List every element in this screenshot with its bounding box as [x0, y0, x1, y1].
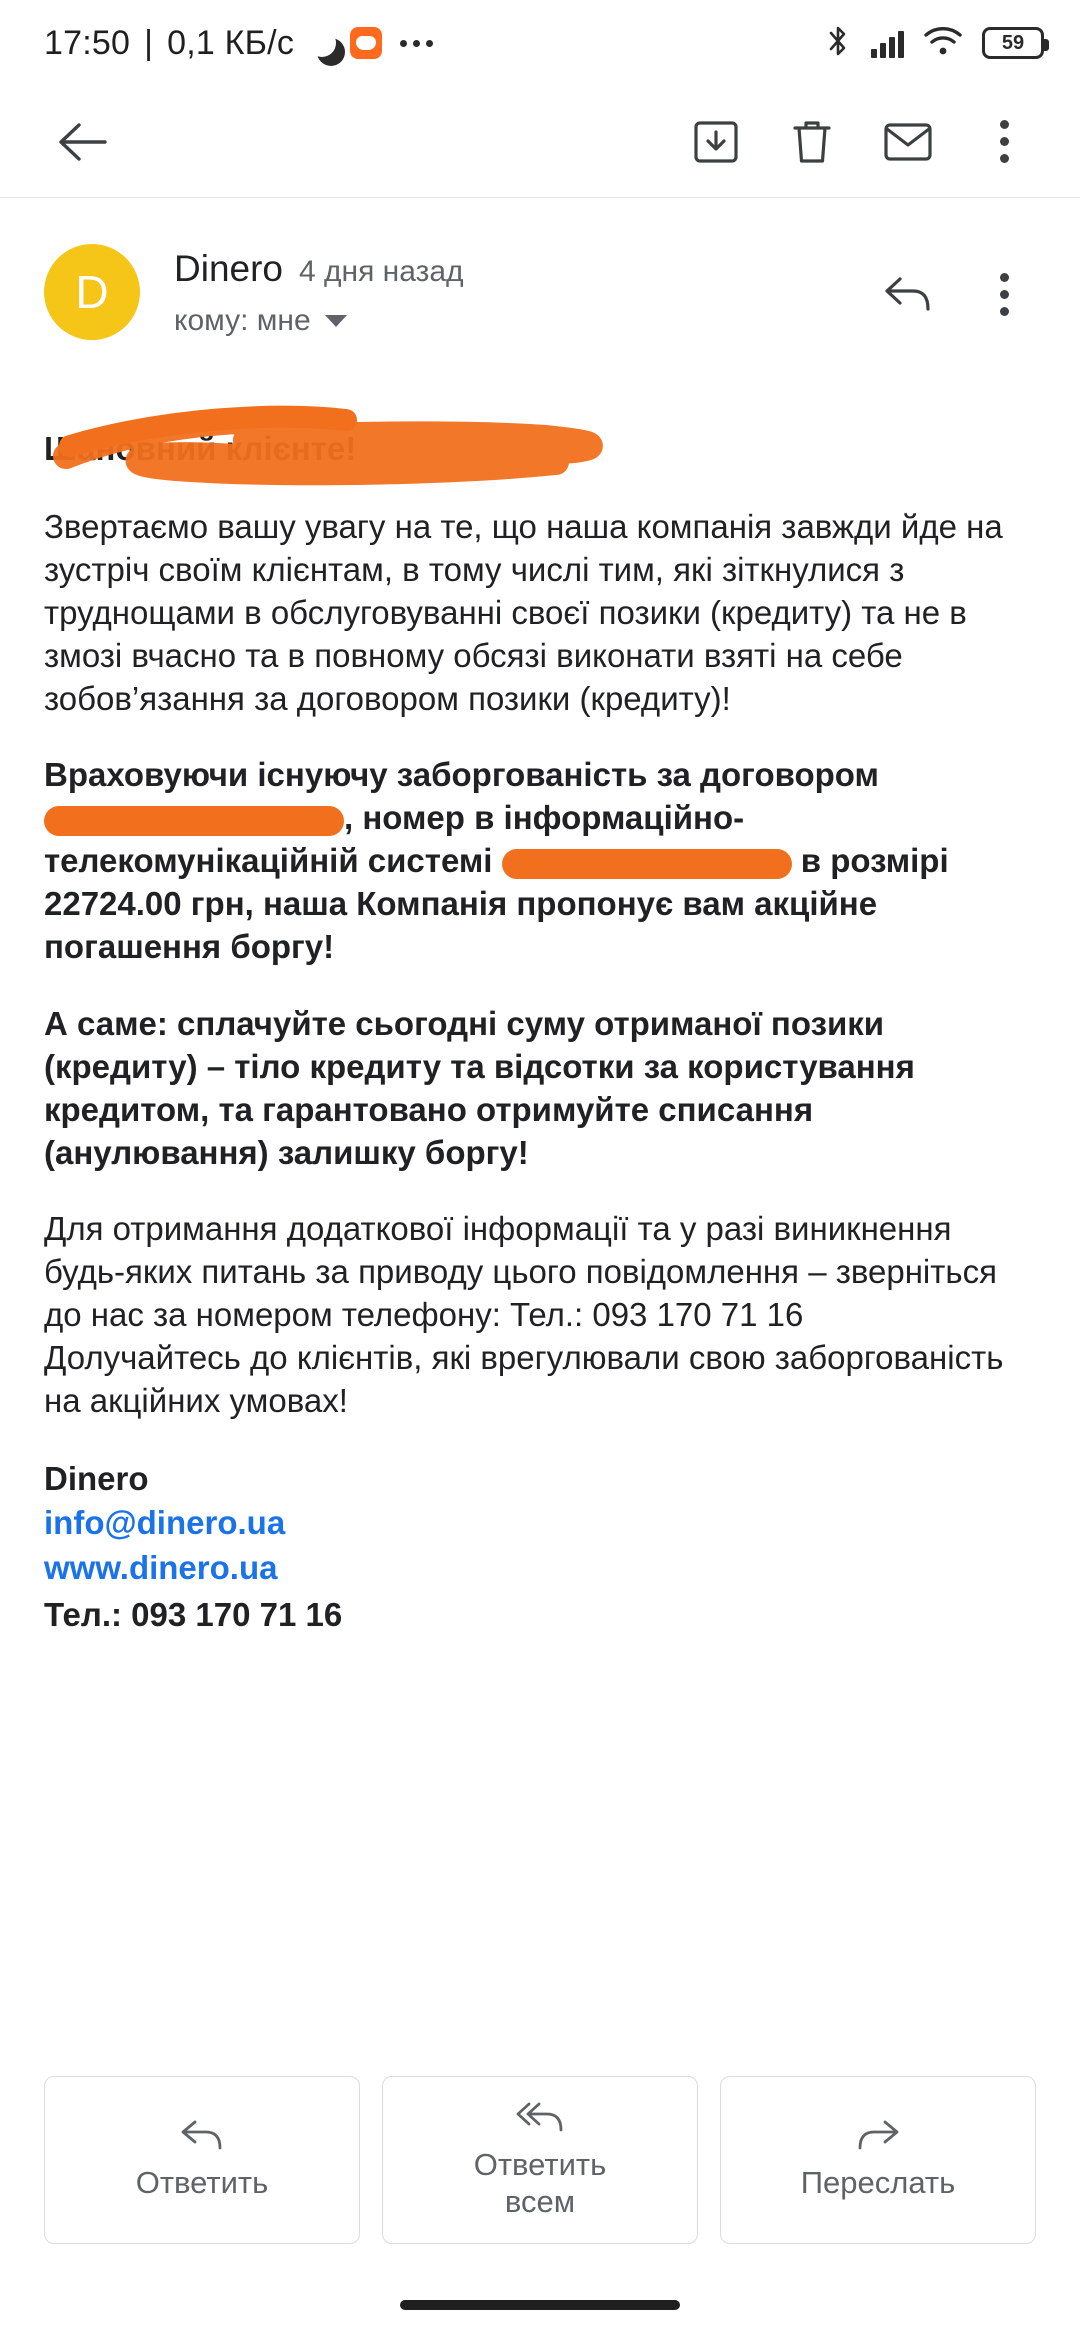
paragraph-info: Для отримання додаткової інформації та у разі виникнення будь-яких питань за приводу цього повідомлення – зверніться до нас за номером телефону: Тел.: 093 170 71 16: [44, 1210, 997, 1334]
wifi-icon: [924, 26, 962, 61]
forward-icon: [856, 2118, 900, 2152]
reply-all-icon: [515, 2100, 565, 2134]
redacted-greeting-block: [44, 394, 1040, 506]
signature-email-link[interactable]: info@dinero.ua: [44, 1504, 286, 1542]
status-bar-left: [44, 24, 433, 63]
signature-name: Dinero: [44, 1459, 149, 1497]
reply-action-bar: [0, 2076, 1080, 2244]
avatar: D: [44, 244, 140, 340]
sender-row: [174, 248, 868, 290]
more-options-icon[interactable]: [956, 94, 1052, 190]
reply-button-label: Ответить: [135, 2165, 269, 2201]
forward-button[interactable]: [720, 2076, 1036, 2244]
paragraph-debt-part1: Враховуючи існуючу заборгованість за договором: [44, 756, 879, 794]
forward-button-label: Переслать: [800, 2165, 956, 2201]
recipient-row[interactable]: [174, 304, 868, 338]
bluetooth-icon: [825, 24, 851, 63]
archive-icon[interactable]: [668, 94, 764, 190]
reply-all-label-line1: Ответить: [473, 2146, 607, 2182]
reply-icon: [180, 2118, 224, 2152]
redacted-greeting-text: Шановний клієнте!: [44, 430, 357, 467]
paragraph-intro: Звертаємо вашу увагу на те, що наша компанія завжди йде на зустріч своїм клієнтам, в тому числі тим, які зіткнулися з труднощами в обслуговуванні своєї позики (кредиту) та не в змозі вчасно та в повному обсязі виконати взяті на себе зобов’язання за договором позики (кредиту)!: [44, 508, 1003, 717]
app-notification-icon: [350, 27, 382, 59]
status-bar-right: [825, 24, 1044, 63]
navigation-handle[interactable]: [400, 2300, 680, 2310]
signal-icon: [871, 28, 904, 58]
status-data-rate: 0,1 КБ/с: [167, 23, 295, 62]
reply-button[interactable]: [44, 2076, 360, 2244]
reply-all-label-line2: всем: [504, 2184, 576, 2219]
signature: [44, 1457, 1040, 1637]
reply-all-button-label: [474, 2146, 607, 2220]
back-arrow-icon[interactable]: [34, 94, 130, 190]
signature-phone: Тел.: 093 170 71 16: [44, 1595, 343, 1633]
redacted-contract-number: [44, 806, 344, 836]
signature-website-link[interactable]: www.dinero.ua: [44, 1549, 278, 1587]
redacted-system-number: [502, 849, 792, 879]
paragraph-debt: [44, 754, 1040, 968]
toolbar: [0, 86, 1080, 198]
recipient-label: кому: мне: [174, 304, 311, 337]
status-separator: |: [144, 23, 154, 62]
message-more-options-icon[interactable]: [964, 254, 1044, 334]
envelope-icon[interactable]: [860, 94, 956, 190]
sender-name: Dinero: [174, 248, 283, 289]
message-meta: [174, 244, 868, 338]
more-notifications-icon: [400, 40, 433, 47]
chevron-down-icon[interactable]: [325, 315, 347, 327]
redaction-scribble-icon: [44, 394, 646, 506]
battery-percent: 59: [1001, 31, 1025, 54]
paragraph-debt-part2: , номер в інформаційно-телекомунікаційній системі: [44, 799, 745, 880]
paragraph-offer: А саме: сплачуйте сьогодні суму отриманої позики (кредиту) – тіло кредиту та відсотки за користування кредитом, та гарантовано отримуйте списання (анулювання) залишку боргу!: [44, 1004, 915, 1171]
message-body: [0, 394, 1080, 1637]
status-bar: [0, 0, 1080, 86]
reply-all-button[interactable]: [382, 2076, 698, 2244]
moon-icon: [308, 29, 336, 57]
paragraph-debt-part3: в розмірі 22724.00 грн, наша Компанія пропонує вам акційне погашення боргу!: [44, 842, 949, 966]
message-header-actions: [868, 244, 1044, 334]
paragraph-join: Долучайтесь до клієнтів, які врегулювали свою заборгованість на акційних умовах!: [44, 1339, 1004, 1420]
message-timestamp: 4 дня назад: [299, 255, 464, 288]
status-time: 17:50: [44, 23, 131, 62]
battery-icon: [982, 27, 1044, 59]
reply-arrow-icon[interactable]: [868, 254, 948, 334]
message-header: [0, 198, 1080, 340]
trash-icon[interactable]: [764, 94, 860, 190]
